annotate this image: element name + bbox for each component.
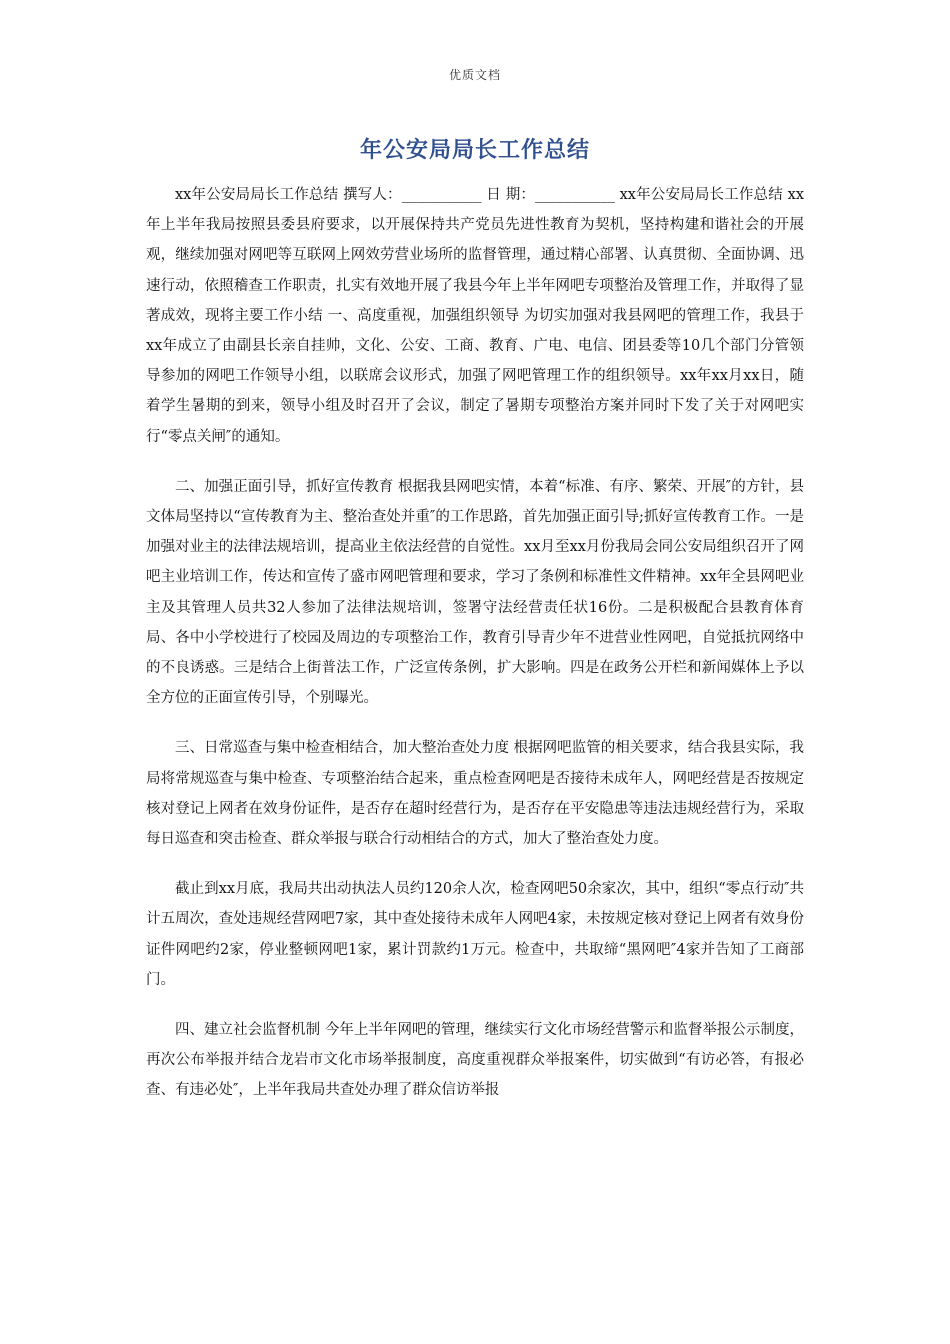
document-title: 年公安局局长工作总结: [359, 138, 590, 163]
paragraph-5: 四、建立社会监督机制 今年上半年网吧的管理，继续实行文化市场经营警示和监督举报公示制度，再次公布举报并结合龙岩市文化市场举报制度，高度重视群众举报案件，切实做到“有访必答，有报必查、有违必处″，上半年我局共查处办理了群众信访举报: [146, 1022, 804, 1099]
page-header-label: 优质文档: [448, 68, 501, 82]
paragraph-1: xx年公安局局长工作总结 撰写人：___________ 日 期：___________ xx年公安局局长工作总结 xx年上半年我局按照县委县府要求，以开展保持共产党员先进性教育为契机，坚持构建和谐社会的开展观，继续加强对网吧等互联网上网效劳营业场所的监督管理，通过精心部署、认真贯彻、全面协调、迅速行动，依照稽查工作职责，扎实有效地开展了我县今年上半年网吧专项整治及管理工作，并取得了显著成效，现将主要工作小结 一、高度重视，加强组织领导 为切实加强对我县网吧的管理工作，我县于xx年成立了由副县长亲自挂帅，文化、公安、工商、教育、广电、电信、团县委等10几个部门分管领导参加的网吧工作领导小组，以联席会议形式，加强了网吧管理工作的组织领导。xx年xx月xx日，随着学生暑期的到来，领导小组及时召开了会议，制定了暑期专项整治方案并同时下发了关于对网吧实行“零点关闸″的通知。: [146, 187, 804, 445]
paragraph-3: 三、日常巡查与集中检查相结合，加大整治查处力度 根据网吧监管的相关要求，结合我县实际，我局将常规巡查与集中检查、专项整治结合起来，重点检查网吧是否接待未成年人，网吧经营是否按规定核对登记上网者在效身份证件，是否存在超时经营行为，是否存在平安隐患等违法违规经营行为，采取每日巡查和突击检查、群众举报与联合行动相结合的方式，加大了整治查处力度。: [146, 740, 804, 848]
paragraph-2: 二、加强正面引导，抓好宣传教育 根据我县网吧实情，本着“标准、有序、繁荣、开展″的方针，县文体局坚持以“宣传教育为主、整治查处并重″的工作思路，首先加强正面引导;抓好宣传教育工作。一是加强对业主的法律法规培训，提高业主依法经营的自觉性。xx月至xx月份我局会同公安局组织召开了网吧主业培训工作，传达和宣传了盛市网吧管理和要求，学习了条例和标准性文件精神。xx年全县网吧业主及其管理人员共32人参加了法律法规培训，签署守法经营责任状16份。二是积极配合县教育体育局、各中小学校进行了校园及周边的专项整治工作，教育引导青少年不进营业性网吧，自觉抵抗网络中的不良诱惑。三是结合上街普法工作，广泛宣传条例，扩大影响。四是在政务公开栏和新闻媒体上予以全方位的正面宣传引导，个别曝光。: [146, 478, 804, 707]
document-body: [146, 180, 804, 1106]
paragraph-4: 截止到xx月底，我局共出动执法人员约120余人次，检查网吧50余家次，其中，组织“零点行动″共计五周次，查处违规经营网吧7家，其中查处接待未成年人网吧4家，未按规定核对登记上网者有效身份证件网吧约2家，停业整顿网吧1家，累计罚款约1万元。检查中，共取缔“黑网吧″4家并告知了工商部门。: [146, 881, 804, 988]
